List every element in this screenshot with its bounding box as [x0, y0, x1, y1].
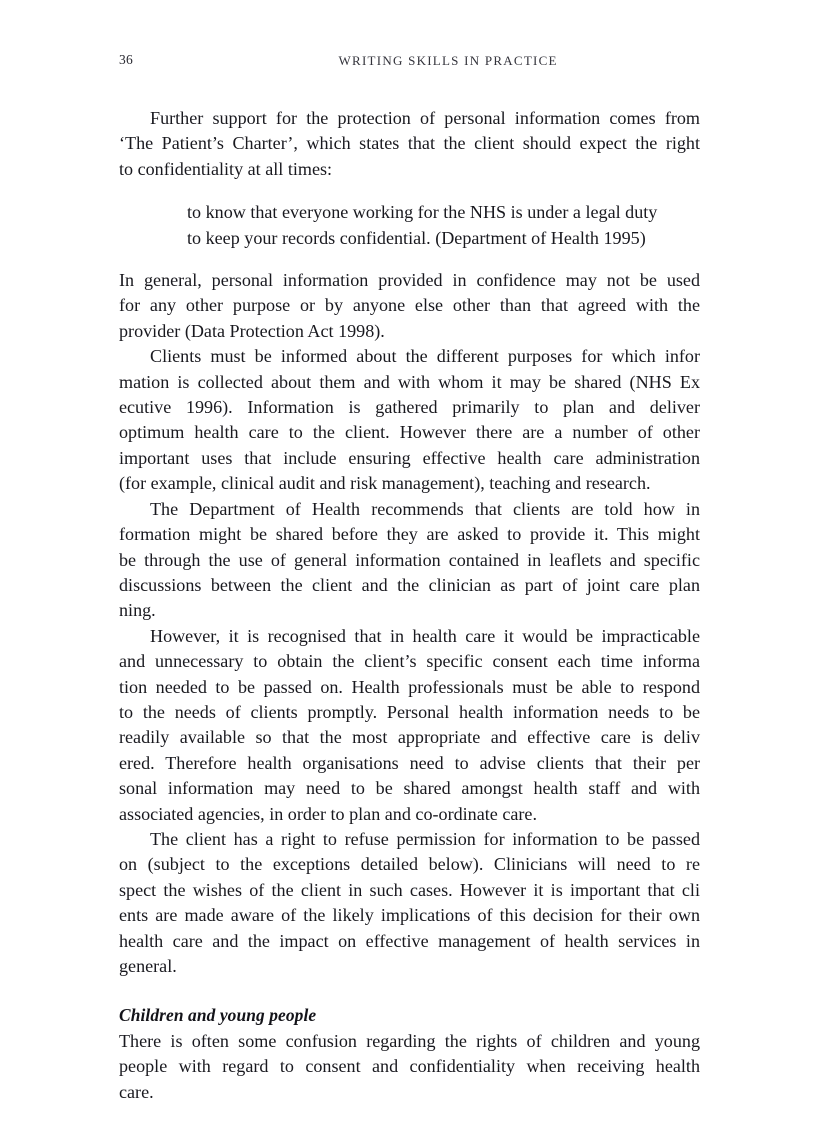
text-line: ered. Therefore health organisations need to advise clients that their per — [119, 752, 700, 773]
paragraph-7 — [119, 1029, 700, 1105]
text-line: health care and the impact on effective management of health services in — [119, 930, 700, 951]
paragraph-6 — [119, 827, 700, 979]
text-line: ning. — [119, 600, 156, 621]
text-line: to the needs of clients promptly. Personal health information needs to be — [119, 701, 700, 722]
text-line: and unnecessary to obtain the client’s specific consent each time informa — [119, 651, 700, 672]
body-text-column — [119, 106, 700, 1105]
text-line: readily available so that the most appropriate and effective care is deliv — [119, 727, 700, 748]
text-line: ecutive 1996). Information is gathered primarily to plan and deliver — [119, 397, 700, 418]
text-line: There is often some confusion regarding the rights of children and young — [119, 1030, 700, 1051]
text-line: spect the wishes of the client in such cases. However it is important that cli — [119, 879, 700, 900]
section-subheading: Children and young people — [119, 1005, 317, 1026]
page-number: 36 — [119, 52, 134, 67]
running-head: WRITING SKILLS IN PRACTICE — [338, 53, 558, 68]
text-line: care. — [119, 1081, 154, 1102]
text-line: (for example, clinical audit and risk management), teaching and research. — [119, 473, 651, 494]
text-line: for any other purpose or by anyone else other than that agreed with the — [119, 295, 700, 316]
text-line: provider (Data Protection Act 1998). — [119, 320, 385, 341]
paragraph-4 — [119, 497, 700, 624]
text-line: to keep your records confidential. (Department of Health 1995) — [187, 227, 646, 248]
text-line: discussions between the client and the clinician as part of joint care plan — [119, 574, 700, 595]
page-header — [119, 52, 700, 74]
text-line: Clients must be informed about the different purposes for which infor — [150, 346, 700, 367]
text-line: tion needed to be passed on. Health professionals must be able to respond — [119, 676, 700, 697]
spacer — [119, 182, 700, 200]
text-line: formation might be shared before they are asked to provide it. This might — [119, 524, 700, 545]
text-line: optimum health care to the client. However there are a number of other — [119, 422, 700, 443]
text-line: to confidentiality at all times: — [119, 158, 333, 179]
spacer — [119, 979, 700, 1003]
text-line: to know that everyone working for the NHS is under a legal duty — [187, 202, 658, 223]
paragraph-1 — [119, 106, 700, 182]
text-line: The Department of Health recommends that clients are told how in — [150, 498, 700, 519]
text-line: ents are made aware of the likely implications of this decision for their own — [119, 905, 700, 926]
text-line: Further support for the protection of personal information comes from — [150, 108, 700, 128]
text-line: associated agencies, in order to plan and co-ordinate care. — [119, 803, 537, 824]
text-line: sonal information may need to be shared amongst health staff and with — [119, 778, 700, 799]
text-line: mation is collected about them and with whom it may be shared (NHS Ex — [119, 371, 700, 392]
block-quote — [119, 200, 700, 251]
paragraph-3 — [119, 344, 700, 496]
text-line: on (subject to the exceptions detailed below). Clinicians will need to re — [119, 854, 700, 875]
text-line: people with regard to consent and confidentiality when receiving health — [119, 1056, 700, 1077]
paragraph-5 — [119, 624, 700, 827]
text-line: important uses that include ensuring effective health care administration — [119, 447, 700, 468]
text-line: ‘The Patient’s Charter’, which states that the client should expect the right — [119, 133, 700, 154]
spacer — [119, 251, 700, 268]
paragraph-2 — [119, 268, 700, 344]
text-line: be through the use of general information contained in leaflets and specific — [119, 549, 700, 570]
text-line: general. — [119, 956, 177, 976]
text-line: However, it is recognised that in health care it would be impracticable — [150, 625, 700, 646]
text-line: In general, personal information provided in confidence may not be used — [119, 270, 700, 291]
text-line: The client has a right to refuse permission for information to be passed — [150, 828, 700, 849]
